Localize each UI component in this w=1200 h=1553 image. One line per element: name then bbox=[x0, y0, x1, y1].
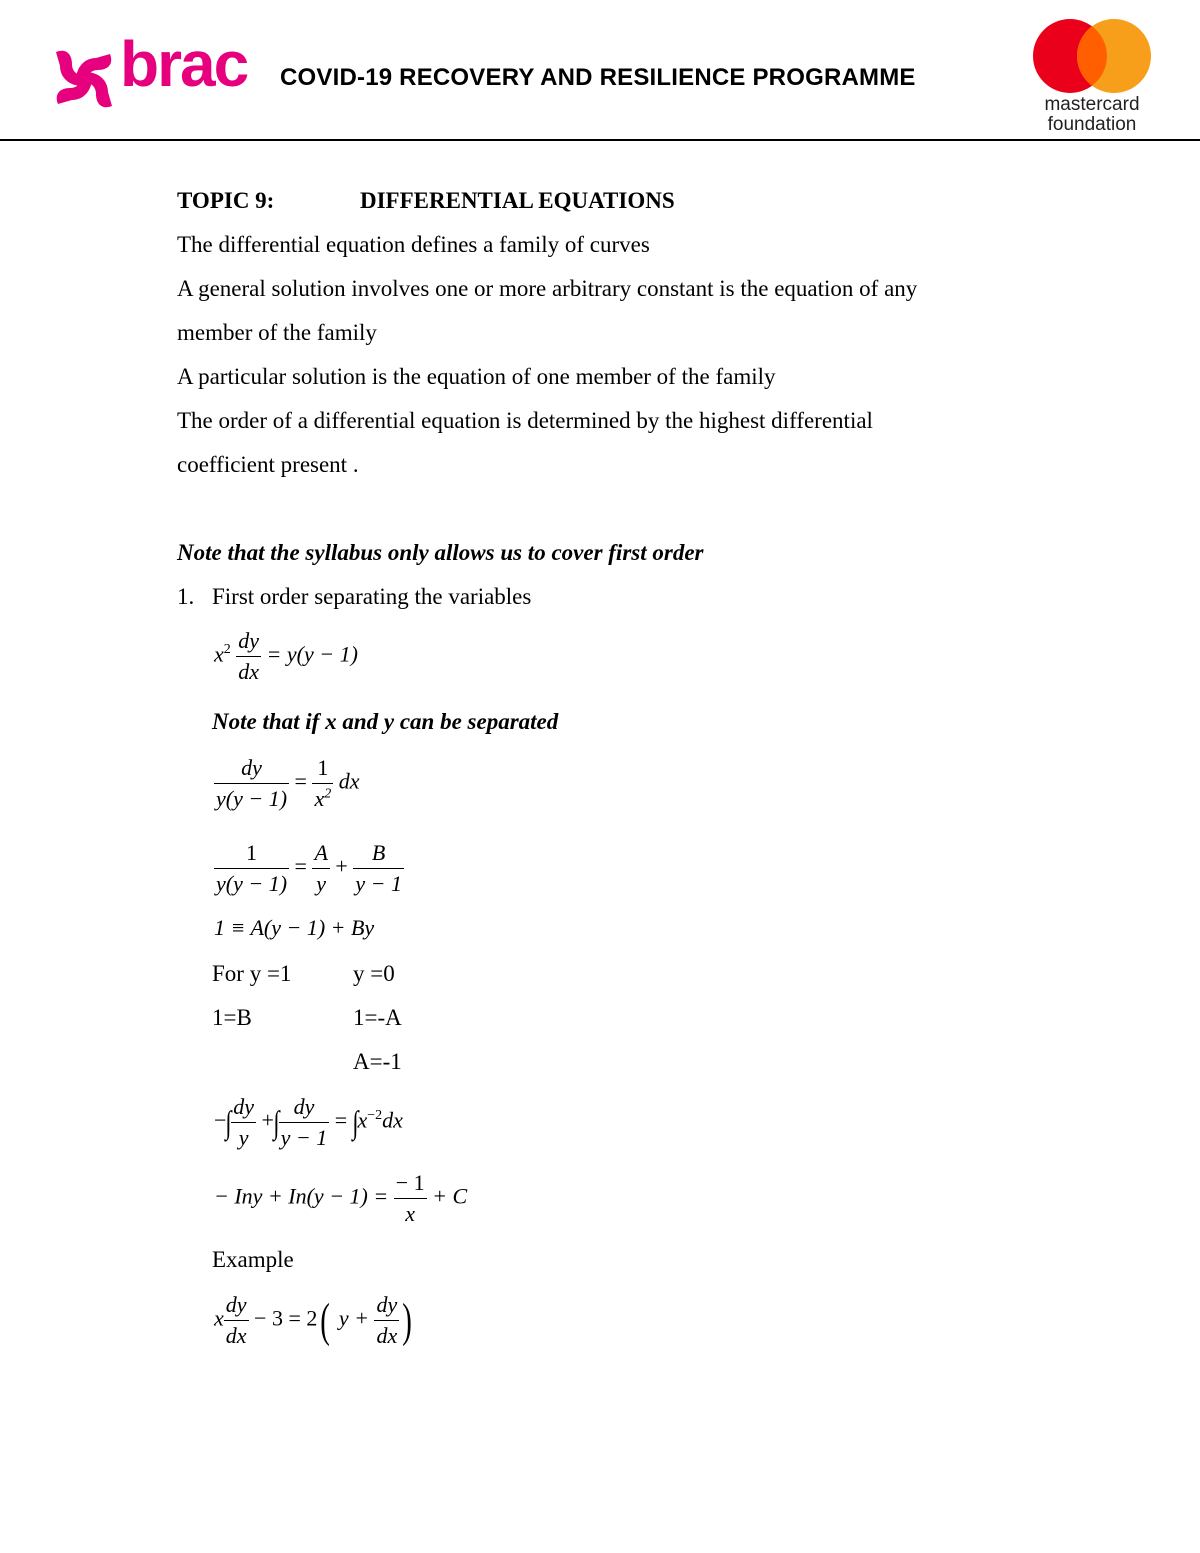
eq1-x: x bbox=[214, 641, 224, 667]
eq5-fraction-1 bbox=[231, 1094, 256, 1151]
eq2-den2: x bbox=[314, 786, 325, 811]
eq7-right-paren: ) bbox=[402, 1294, 413, 1347]
eq6-lhs: − Iny + In(y − 1) = bbox=[214, 1183, 389, 1209]
equation-4: 1 ≡ A(y − 1) + By bbox=[214, 915, 375, 940]
case-row3-right: A=-1 bbox=[353, 1049, 402, 1074]
equation-6 bbox=[214, 1170, 467, 1227]
eq5-y: y bbox=[231, 1122, 256, 1151]
eq5-dx: dx bbox=[382, 1107, 403, 1133]
intro-line: coefficient present . bbox=[177, 452, 359, 477]
eq2-fraction-right bbox=[312, 755, 333, 812]
topic-label: TOPIC 9: bbox=[177, 188, 275, 213]
eq5-x: x bbox=[357, 1107, 368, 1133]
eq3-y1: y − 1 bbox=[353, 868, 404, 897]
mastercard-foundation-logo bbox=[1030, 18, 1160, 138]
eq1-num: dy bbox=[238, 628, 260, 653]
eq3-den: y(y − 1) bbox=[214, 868, 289, 897]
eq7-dy-1: dy bbox=[225, 1292, 247, 1317]
eq7-x: x bbox=[214, 1305, 224, 1331]
eq5-integral-3: ∫ bbox=[352, 1104, 359, 1140]
eq2-dx: dx bbox=[338, 768, 360, 794]
intro-line: member of the family bbox=[177, 320, 377, 345]
intro-line: A particular solution is the equation of one member of the family bbox=[177, 364, 776, 389]
mastercard-circles-icon bbox=[1030, 18, 1154, 94]
eq2-power: 2 bbox=[324, 786, 332, 802]
eq3-y: y bbox=[312, 868, 329, 897]
eq5-plus: + bbox=[261, 1107, 274, 1133]
eq5-y1: y − 1 bbox=[279, 1122, 330, 1151]
eq5-minus: − bbox=[214, 1107, 227, 1133]
equation-5 bbox=[214, 1094, 403, 1151]
example-label: Example bbox=[212, 1247, 294, 1272]
eq5-dy-2: dy bbox=[293, 1094, 315, 1119]
eq3-equals: = bbox=[294, 853, 307, 879]
brac-wordmark: brac bbox=[120, 28, 248, 100]
intro-line: The differential equation defines a family of curves bbox=[177, 232, 650, 257]
equation-7 bbox=[214, 1292, 415, 1349]
eq2-num: dy bbox=[241, 755, 262, 780]
eq7-dy-2: dy bbox=[376, 1292, 398, 1317]
case-row2-left: 1=B bbox=[212, 1005, 252, 1030]
topic-title: DIFFERENTIAL EQUATIONS bbox=[360, 188, 675, 213]
eq3-b: B bbox=[371, 840, 386, 865]
eq2-den2-wrap bbox=[312, 783, 333, 812]
intro-line: A general solution involves one or more arbitrary constant is the equation of any bbox=[177, 276, 918, 301]
mastercard-wordmark: mastercard bbox=[1044, 94, 1140, 115]
section-title: First order separating the variables bbox=[212, 584, 532, 609]
header-title: COVID-19 RECOVERY AND RESILIENCE PROGRAMME bbox=[280, 64, 916, 91]
brac-logo-mark bbox=[52, 46, 118, 112]
eq3-fraction-a bbox=[312, 840, 329, 897]
brac-logo bbox=[52, 28, 248, 112]
syllabus-note: Note that the syllabus only allows us to cover first order bbox=[177, 540, 704, 565]
eq6-fraction bbox=[394, 1170, 427, 1227]
eq3-fraction-b bbox=[353, 840, 404, 897]
eq7-fraction-1 bbox=[224, 1292, 249, 1349]
eq5-dy-1: dy bbox=[233, 1094, 254, 1119]
eq1-power: 2 bbox=[223, 642, 231, 658]
case-row1-left: For y =1 bbox=[212, 961, 292, 986]
eq7-y: y + bbox=[338, 1305, 369, 1331]
eq3-fraction-left bbox=[214, 840, 289, 897]
equation-3 bbox=[214, 840, 404, 897]
eq1-rhs: = y(y − 1) bbox=[266, 641, 358, 667]
equation-1 bbox=[214, 628, 358, 685]
eq7-dx-2: dx bbox=[374, 1320, 399, 1349]
case-row1-right: y =0 bbox=[353, 961, 395, 986]
header-divider bbox=[0, 139, 1200, 141]
eq7-fraction-2 bbox=[374, 1292, 399, 1349]
equation-2 bbox=[214, 755, 359, 812]
eq5-power: −2 bbox=[367, 1108, 383, 1124]
eq5-fraction-2 bbox=[279, 1094, 330, 1151]
eq5-equals: = bbox=[334, 1107, 348, 1133]
eq1-den: dx bbox=[236, 656, 261, 685]
eq6-tail: + C bbox=[432, 1183, 468, 1209]
section-number: 1. bbox=[177, 584, 195, 609]
eq3-num: 1 bbox=[246, 840, 258, 865]
eq5-integral-2: ∫ bbox=[273, 1104, 280, 1140]
eq1-fraction bbox=[236, 628, 261, 685]
eq7-dx-1: dx bbox=[224, 1320, 249, 1349]
eq7-mid: − 3 = 2 bbox=[254, 1305, 318, 1331]
eq2-num2: 1 bbox=[317, 755, 329, 780]
eq6-num: − 1 bbox=[395, 1170, 425, 1195]
eq2-fraction-left bbox=[214, 755, 289, 812]
separation-note: Note that if x and y can be separated bbox=[212, 709, 559, 734]
eq6-den: x bbox=[394, 1198, 427, 1227]
intro-line: The order of a differential equation is determined by the highest differential bbox=[177, 408, 873, 433]
eq7-left-paren: ( bbox=[320, 1294, 331, 1347]
eq2-den: y(y − 1) bbox=[214, 783, 289, 812]
case-row2-right: 1=-A bbox=[353, 1005, 402, 1030]
eq2-equals: = bbox=[294, 768, 307, 794]
eq3-plus: + bbox=[335, 853, 348, 879]
eq3-a: A bbox=[314, 840, 328, 865]
foundation-wordmark: foundation bbox=[1047, 114, 1137, 135]
eq5-integral-1: ∫ bbox=[225, 1104, 232, 1140]
